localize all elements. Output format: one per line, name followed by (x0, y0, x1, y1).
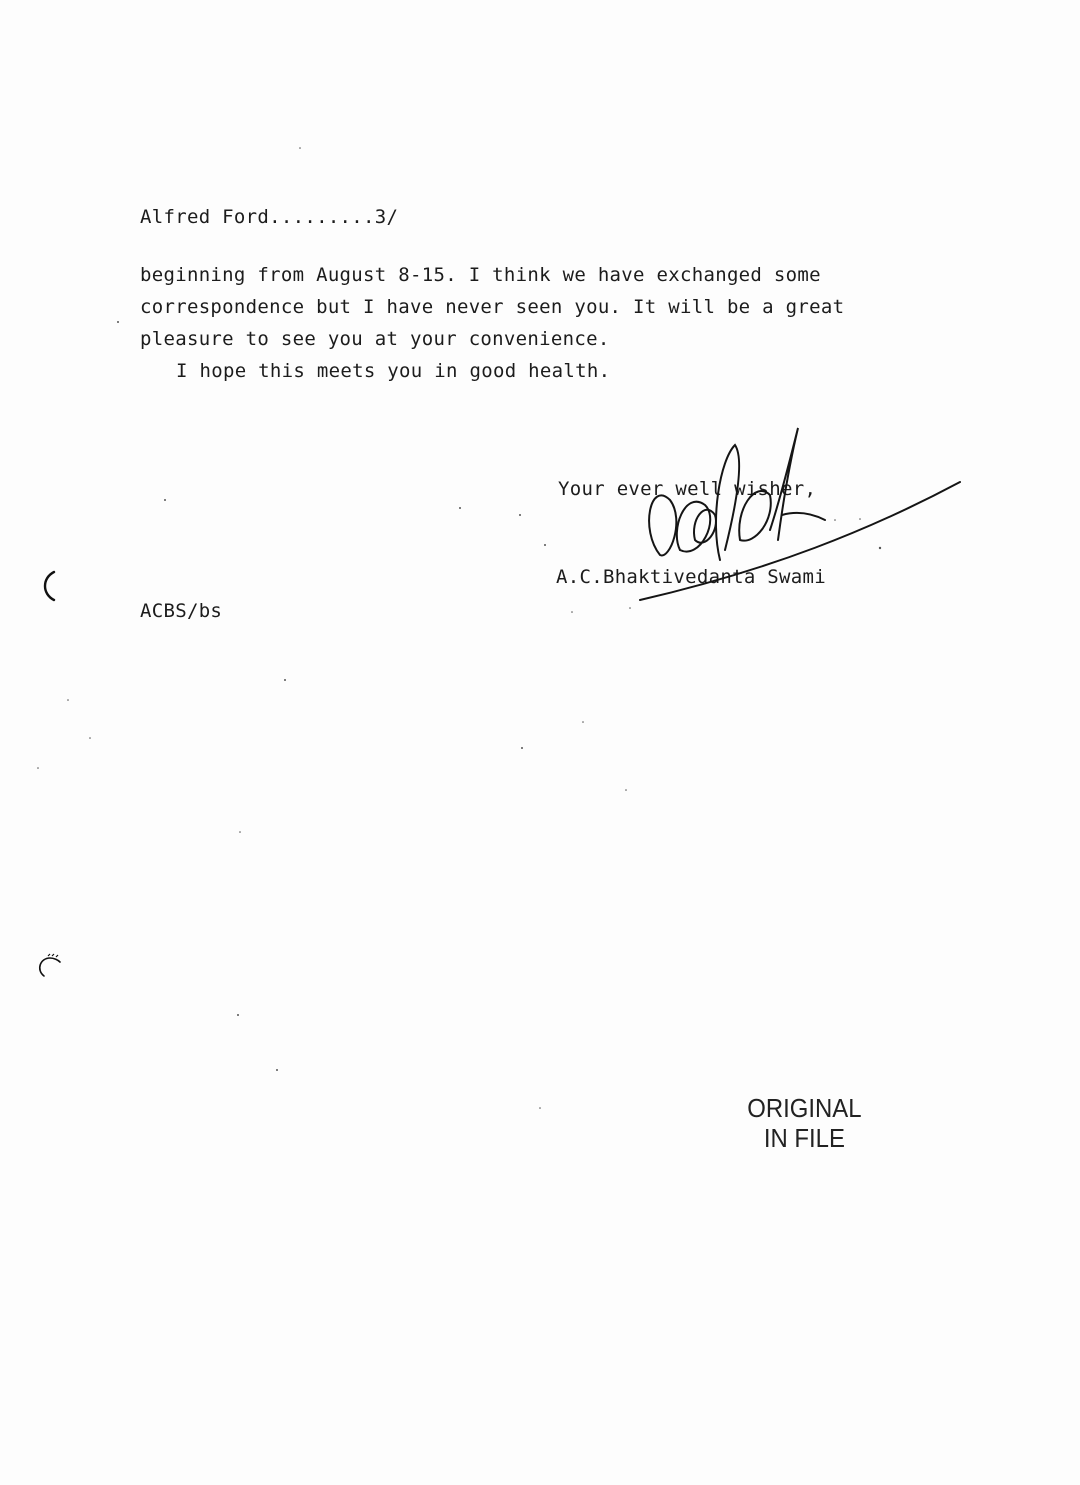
body-line: pleasure to see you at your convenience. (140, 328, 610, 350)
handwritten-signature (520, 420, 980, 620)
closing-line: Your ever well wisher, (558, 478, 817, 500)
stamp-line: IN FILE (763, 1123, 845, 1153)
margin-mark (34, 950, 66, 982)
page-header: Alfred Ford.........3/ (140, 206, 399, 228)
reference-initials: ACBS/bs (140, 600, 223, 622)
stamp-line: ORIGINAL (747, 1093, 862, 1123)
margin-mark (38, 568, 60, 604)
body-line: beginning from August 8-15. I think we have exchanged some (140, 264, 821, 286)
signatory-name: A.C.Bhaktivedanta Swami (556, 566, 826, 588)
body-line: I hope this meets you in good health. (176, 360, 611, 382)
body-line: correspondence but I have never seen you. It will be a great (140, 296, 845, 318)
original-in-file-stamp (740, 1093, 869, 1153)
